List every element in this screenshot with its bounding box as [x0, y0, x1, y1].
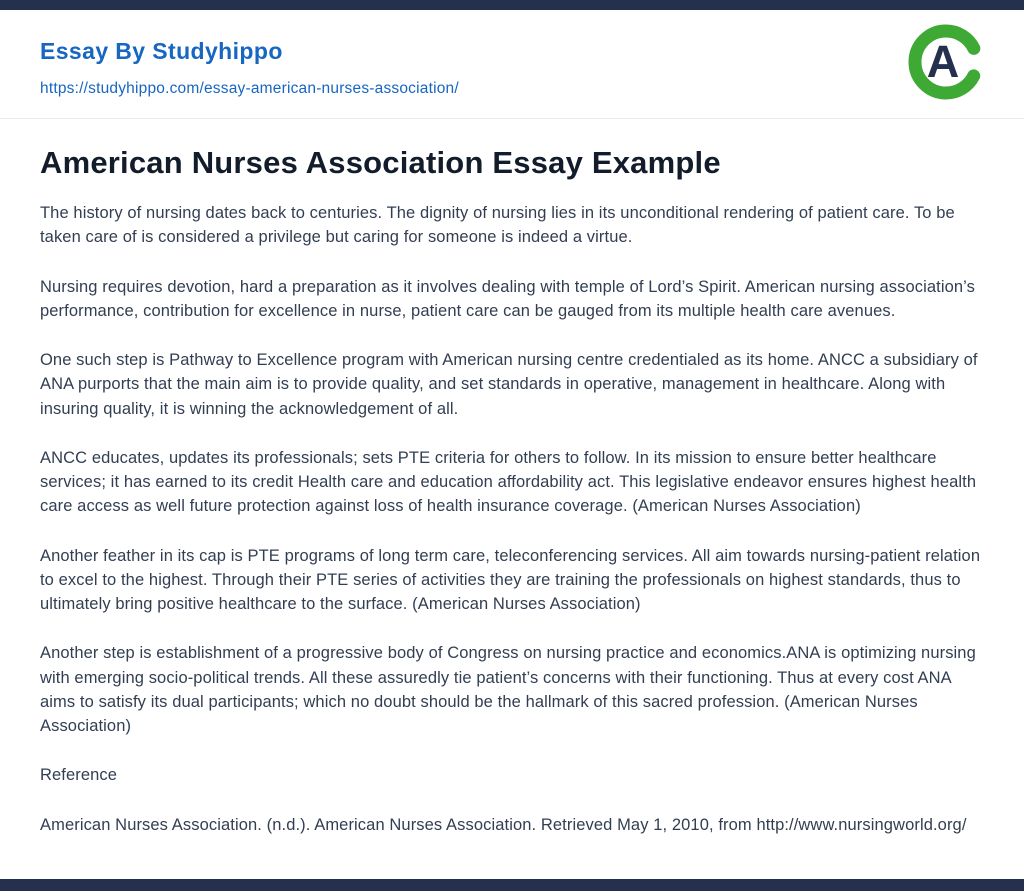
- logo-a-icon: [906, 22, 986, 102]
- essay-paragraph: The history of nursing dates back to centuries. The dignity of nursing lies in its unconditional rendering of patient care. To be taken care of is considered a privilege but caring for someone is indeed a virtue.: [40, 204, 955, 247]
- logo-letter: A: [926, 36, 960, 87]
- reference-heading: Reference: [40, 766, 118, 785]
- essay-content: [0, 119, 1024, 837]
- header: [0, 10, 1024, 119]
- studyhippo-logo: [906, 22, 986, 102]
- essay-title: American Nurses Association Essay Example: [40, 145, 721, 180]
- reference-citation: American Nurses Association. (n.d.). American Nurses Association. Retrieved May 1, 2010, from http://www.nursingworld.org/: [40, 815, 967, 834]
- essay-paragraph: Another feather in its cap is PTE programs of long term care, teleconferencing services. All aim towards nursing-patient relation to excel to the highest. Through their PTE series of activities they are training the professionals on highest standards, thus to ultimately bring positive healthcare to the surface. (American Nurses Association): [40, 546, 981, 613]
- top-bar: [0, 0, 1024, 10]
- essay-paragraph: ANCC educates, updates its professionals; sets PTE criteria for others to follow. In its mission to ensure better healthcare services; it has earned to its credit Health care and education affordability act. This legislative endeavor ensures highest health care access as well future protection against loss of health insurance coverage. (American Nurses Association): [40, 448, 977, 516]
- essay-paragraph: Nursing requires devotion, hard a preparation as it involves dealing with temple of Lord’s Spirit. American nursing association’s performance, contribution for excellence in nurse, patient care can be gauged from its multiple health care avenues.: [40, 277, 975, 320]
- site-title: Essay By Studyhippo: [40, 38, 283, 64]
- essay-paragraph: One such step is Pathway to Excellence program with American nursing centre credentialed as its home. ANCC a subsidiary of ANA purports that the main aim is to provide quality, and set standards in operative, management in healthcare. Along with insuring quality, it is winning the acknowledgement of all.: [40, 351, 978, 418]
- bottom-bar: [0, 879, 1024, 891]
- source-url-link[interactable]: https://studyhippo.com/essay-american-nurses-association/: [40, 80, 459, 97]
- essay-paragraph: Another step is establishment of a progressive body of Congress on nursing practice and economics.ANA is optimizing nursing with emerging socio-political trends. All these assuredly tie patient’s concerns with their functioning. Thus at every cost ANA aims to satisfy its dual participants; which no doubt should be the hallmark of this sacred profession. (American Nurses Association): [40, 644, 976, 735]
